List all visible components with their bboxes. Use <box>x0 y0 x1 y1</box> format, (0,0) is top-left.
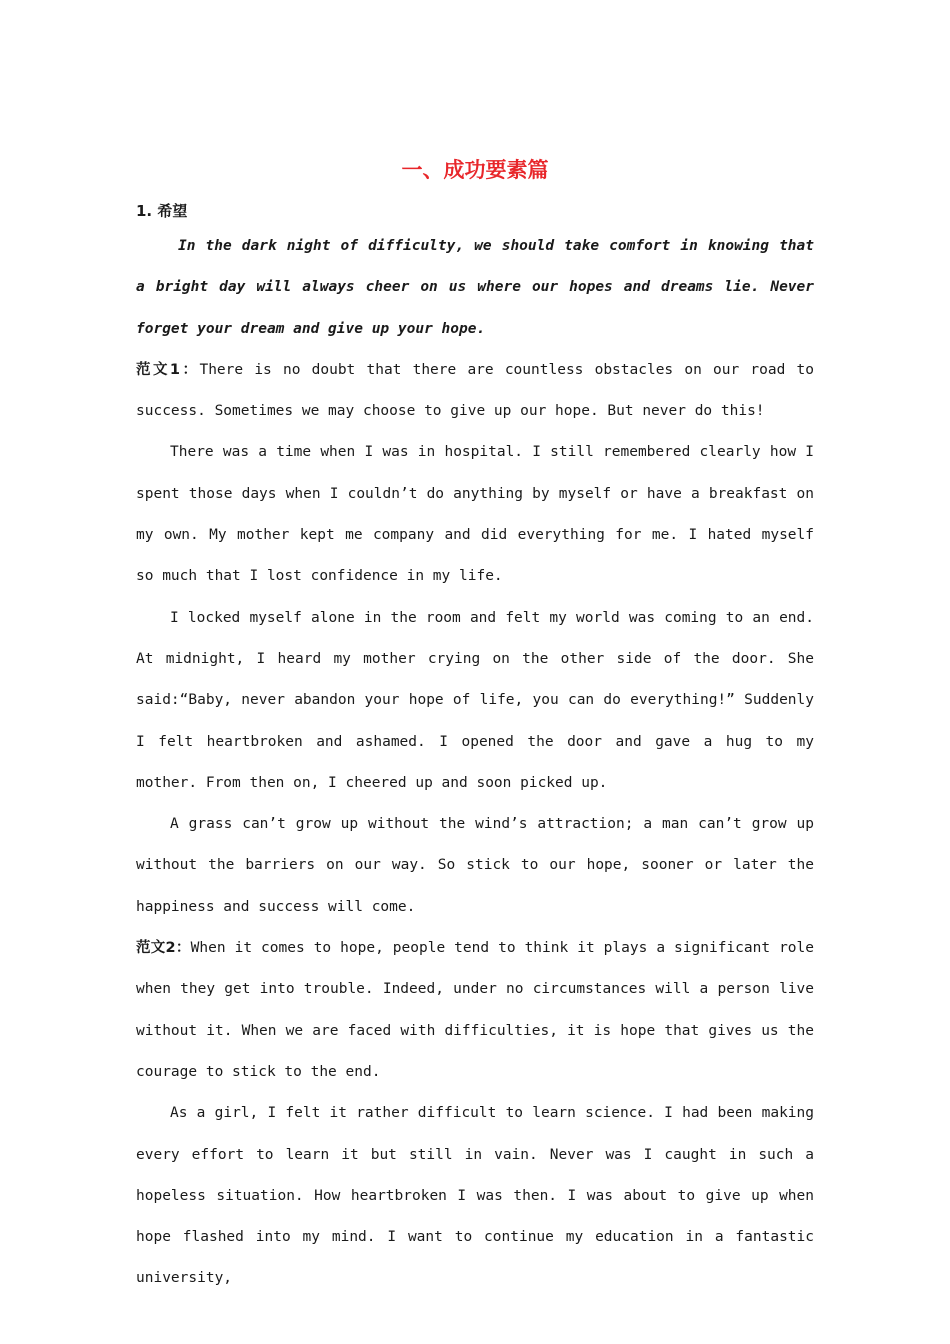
essay-2-intro-text: When it comes to hope, people tend to think it plays a significant role when they get into trouble. Indeed, under no circumstances will a person live without it. When we are faced with difficulties, it is hope that gives us the courage to stick to the end. <box>136 940 814 1080</box>
essay-1-intro-text: There is no doubt that there are countless obstacles on our road to success. Sometimes we may choose to give up our hope. But never do this! <box>136 361 814 420</box>
section-title: 希望 <box>157 202 188 220</box>
section-heading <box>136 196 814 226</box>
page-title: 一、成功要素篇 <box>401 158 549 182</box>
essay-1-paragraph: There was a time when I was in hospital. I still remembered clearly how I spent those days when I couldn’t do anything by myself or have a breakfast on my own. My mother kept me company and did everything for me. I hated myself so much that I lost confidence in my life. <box>136 444 814 585</box>
essay-1-paragraph: A grass can’t grow up without the wind’s attraction; a man can’t grow up without the barriers on our way. So stick to our hope, sooner or later the happiness and success will come. <box>136 816 814 915</box>
essay-2-label: 范文2： <box>136 940 191 957</box>
essay-2-paragraph: As a girl, I felt it rather difficult to learn science. I had been making every effort to learn it but still in vain. Never was I caught in such a hopeless situation. How heartbroken I was then. I was about to give up when hope flashed into my mind. I want to continue my education in a fantastic university, <box>136 1105 814 1287</box>
motto-quote: In the dark night of difficulty, we should take comfort in knowing that a bright day will always cheer on us where our hopes and dreams lie. Never forget your dream and give up your hope. <box>136 238 814 337</box>
essay-1-paragraph: I locked myself alone in the room and felt my world was coming to an end. At midnight, I heard my mother crying on the other side of the door. She said:“Baby, never abandon your hope of life, you can do everything!” Suddenly I felt heartbroken and ashamed. I opened the door and gave a hug to my mother. From then on, I cheered up and soon picked up. <box>136 609 814 791</box>
essay-1-label: 范文1： <box>136 361 200 378</box>
section-number: 1. <box>136 202 153 220</box>
essay-2-intro <box>136 928 814 1093</box>
essay-1-intro <box>136 350 814 433</box>
document-page <box>136 150 814 1300</box>
